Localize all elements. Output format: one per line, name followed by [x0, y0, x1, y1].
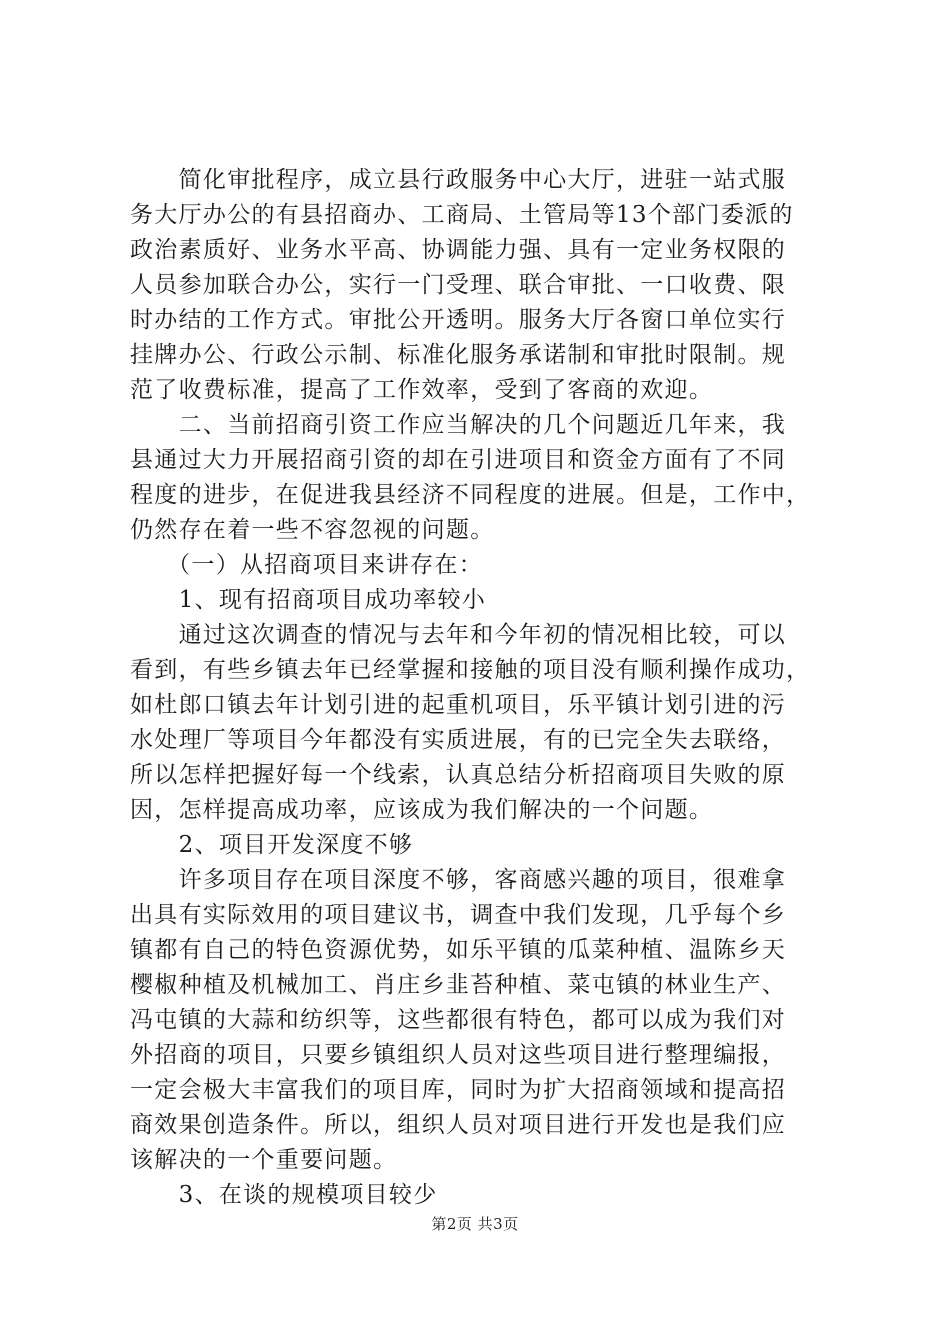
text-line: 如杜郎口镇去年计划引进的起重机项目，乐平镇计划引进的污: [130, 692, 787, 718]
text-line: 许多项目存在项目深度不够，客商感兴趣的项目，很难拿: [130, 867, 787, 893]
text-line: （一）从招商项目来讲存在：: [130, 552, 483, 578]
text-line: 3、在谈的规模项目较少: [130, 1182, 438, 1208]
text-line: 二、当前招商引资工作应当解决的几个问题近几年来，我: [130, 412, 787, 438]
text-line: 水处理厂等项目今年都没有实质进展，有的已完全失去联络，: [130, 727, 787, 753]
text-line: 县通过大力开展招商引资的却在引进项目和资金方面有了不同: [130, 447, 787, 473]
text-line: 一定会极大丰富我们的项目库，同时为扩大招商领域和提高招: [130, 1077, 787, 1103]
text-line: 出具有实际效用的项目建议书，调查中我们发现，几乎每个乡: [130, 902, 787, 928]
text-line: 1、现有招商项目成功率较小: [130, 587, 487, 613]
text-line: 程度的进步，在促进我县经济不同程度的进展。但是，工作中，: [130, 482, 811, 508]
text-line: 该解决的一个重要问题。: [130, 1147, 398, 1173]
page-footer: 第2页 共3页: [431, 1215, 519, 1233]
text-line: 时办结的工作方式。审批公开透明。服务大厅各窗口单位实行: [130, 307, 787, 333]
text-line: 所以怎样把握好每一个线索，认真总结分析招商项目失败的原: [130, 762, 787, 788]
text-line: 简化审批程序，成立县行政服务中心大厅，进驻一站式服: [130, 167, 787, 193]
text-line: 樱椒种植及机械加工、肖庄乡韭苔种植、菜屯镇的林业生产、: [130, 972, 787, 998]
text-line: 通过这次调查的情况与去年和今年初的情况相比较，可以: [130, 622, 787, 648]
text-line: 因，怎样提高成功率，应该成为我们解决的一个问题。: [130, 797, 714, 823]
text-line: 看到，有些乡镇去年已经掌握和接触的项目没有顺利操作成功，: [130, 657, 811, 683]
text-line: 商效果创造条件。所以，组织人员对项目进行开发也是我们应: [130, 1112, 787, 1138]
text-line: 2、项目开发深度不够: [130, 832, 414, 858]
text-line: 挂牌办公、行政公示制、标准化服务承诺制和审批时限制。规: [130, 342, 787, 368]
text-line: 冯屯镇的大蒜和纺织等，这些都很有特色，都可以成为我们对: [130, 1007, 787, 1033]
text-line: 镇都有自己的特色资源优势，如乐平镇的瓜菜种植、温陈乡天: [130, 937, 787, 963]
text-line: 范了收费标准，提高了工作效率，受到了客商的欢迎。: [130, 377, 714, 403]
text-line: 政治素质好、业务水平高、协调能力强、具有一定业务权限的: [130, 237, 787, 263]
text-line: 人员参加联合办公，实行一门受理、联合审批、一口收费、限: [130, 272, 787, 298]
text-line: 务大厅办公的有县招商办、工商局、土管局等13个部门委派的: [130, 202, 794, 228]
text-line: 外招商的项目，只要乡镇组织人员对这些项目进行整理编报，: [130, 1042, 787, 1068]
text-line: 仍然存在着一些不容忽视的问题。: [130, 517, 495, 543]
